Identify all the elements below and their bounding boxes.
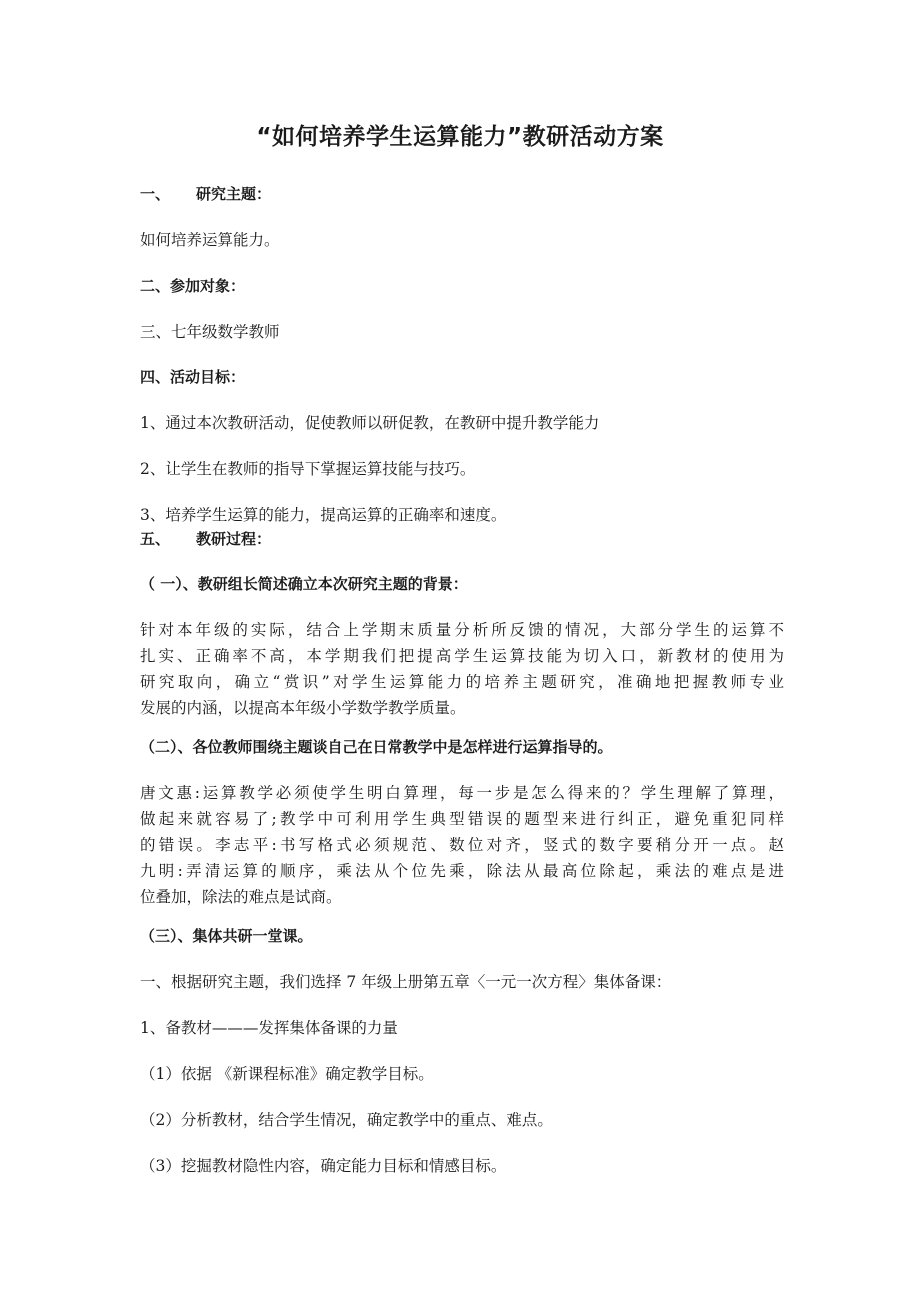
lesson-prep-heading: 1、备教材———发挥集体备课的力量 [140,1019,398,1037]
section-label: 研究主题： [196,185,272,203]
section-label: 教研过程： [196,530,272,548]
lesson-prep-item: （3）挖掘教材隐性内容，确定能力目标和情感目标。 [140,1157,507,1175]
document-title: “如何培养学生运算能力”教研活动方案 [256,124,664,150]
section-heading-research-topic [140,181,790,207]
goal-item: 1、通过本次教研活动，促使教师以研促教，在教研中提升教学能力 [140,414,600,432]
paragraph-line: 发展的内涵，以提高本年级小学数学教学质量。 [140,699,466,717]
paragraph-line: 位叠加，除法的难点是试商。 [140,888,342,906]
participants-text: 三、七年级数学教师 [140,323,280,341]
background-paragraph [140,617,784,721]
section-number: 五、 [140,530,171,548]
goal-item: 2、让学生在教师的指导下掌握运算技能与技巧。 [140,460,476,478]
paragraph-line: 研究取向，确立“赏识”对学生运算能力的培养主题研究，准确地把握教师专业 [140,673,784,691]
goal-item: 3、培养学生运算的能力，提高运算的正确率和速度。 [140,506,507,524]
teacher-talk-paragraph [140,780,784,910]
paragraph-line: 针对本年级的实际，结合上学期末质量分析所反馈的情况，大部分学生的运算不 [140,621,784,639]
collective-lesson-intro: 一、根据研究主题，我们选择 7 年级上册第五章〈一元一次方程〉集体备课： [140,973,672,991]
research-topic-text: 如何培养运算能力。 [140,231,280,249]
section-heading-goals: 四、活动目标： [140,368,246,386]
paragraph-line: 九明:弄清运算的顺序，乘法从个位先乘，除法从最高位除起，乘法的难点是进 [140,862,784,880]
section-heading-process [140,526,790,552]
section-number: 一、 [140,185,171,203]
paragraph-line: 唐文惠:运算教学必须使学生明白算理，每一步是怎么得来的？学生理解了算理， [140,784,784,802]
lesson-prep-item: （1）依据 《新课程标准》确定教学目标。 [140,1065,434,1083]
subsection-heading-background: （ 一）、教研组长简述确立本次研究主题的背景： [140,575,468,593]
subsection-heading-collective-lesson: （三）、集体共研一堂课。 [140,927,313,945]
paragraph-line: 做起来就容易了;教学中可利用学生典型错误的题型来进行纠正，避免重犯同样 [140,810,784,828]
lesson-prep-item: （2）分析教材，结合学生情况，确定教学中的重点、难点。 [140,1111,553,1129]
section-heading-participants: 二、参加对象： [140,277,246,295]
paragraph-line: 扎实、正确率不高，本学期我们把提高学生运算技能为切入口，新教材的使用为 [140,647,784,665]
paragraph-line: 的错误。李志平:书写格式必须规范、数位对齐，竖式的数字要稍分开一点。赵 [140,836,784,854]
subsection-heading-teacher-talk: （二）、各位教师围绕主题谈自己在日常教学中是怎样进行运算指导的。 [140,738,613,756]
